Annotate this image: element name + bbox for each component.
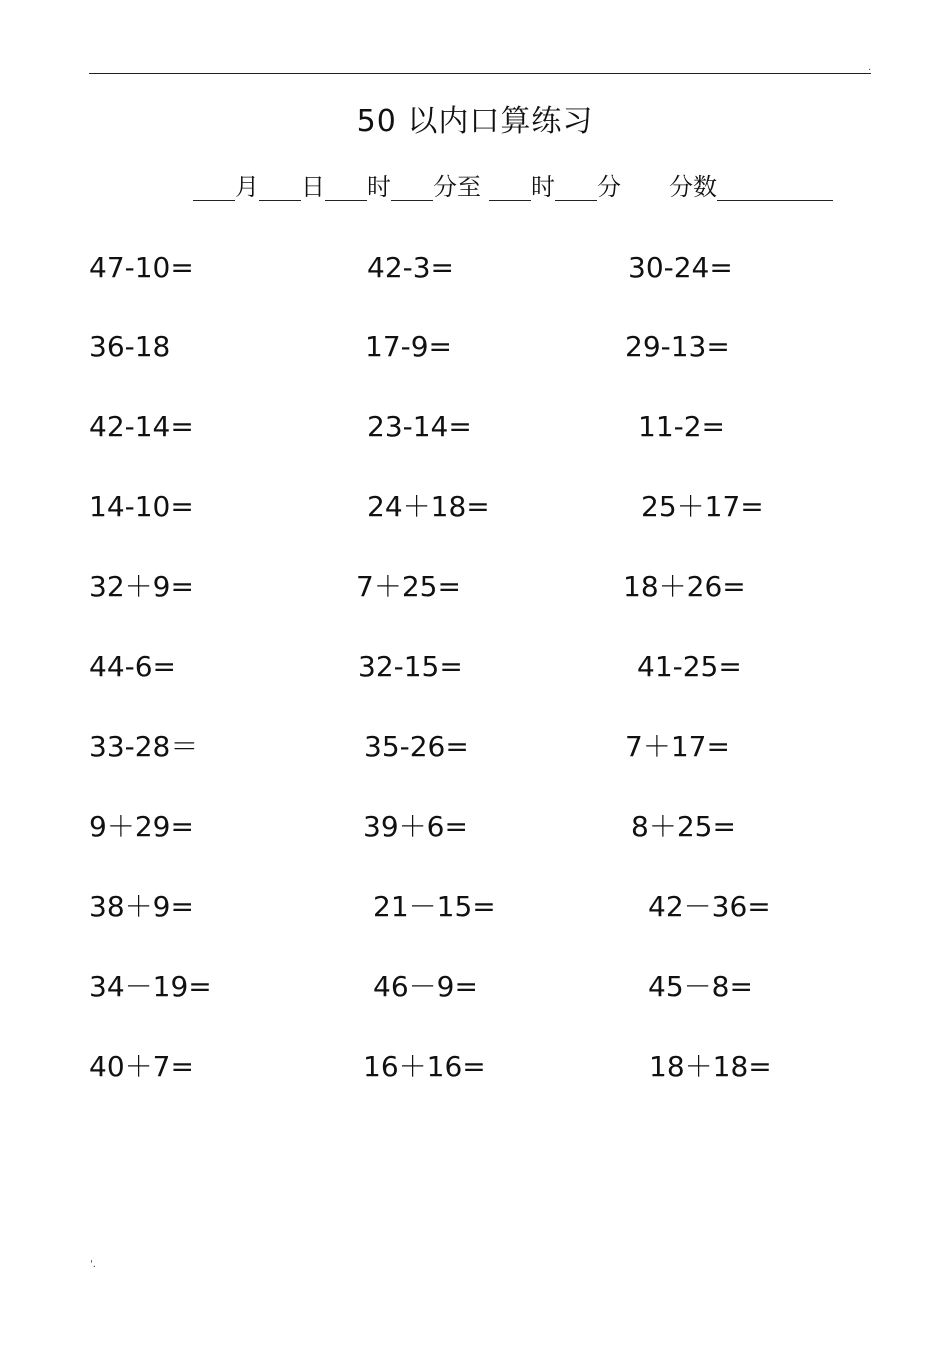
problem-item: 33-28＝ [89, 730, 199, 763]
hour-label: 时 [367, 173, 391, 201]
minute2-label: 分 [597, 173, 621, 201]
problem-item: 18＋26= [623, 570, 746, 603]
problem-item: 40＋7= [89, 1050, 194, 1083]
problem-item: 7＋17= [625, 730, 730, 763]
minute2-blank[interactable] [555, 170, 597, 201]
problem-item: 24＋18= [367, 490, 490, 523]
problem-item: 35-26= [364, 730, 469, 763]
problem-item: 30-24= [628, 251, 733, 284]
problem-item: 14-10= [89, 490, 194, 523]
problem-item: 36-18 [89, 330, 171, 363]
problem-item: 44-6= [89, 650, 177, 683]
day-label: 日 [301, 173, 325, 201]
corner-dot: '. [90, 1259, 96, 1270]
month-blank[interactable] [193, 170, 235, 201]
score-blank[interactable] [717, 170, 833, 201]
top-rule [89, 73, 871, 74]
problem-item: 45－8= [648, 970, 753, 1003]
problem-item: 8＋25= [631, 810, 736, 843]
problem-item: 17-9= [365, 330, 453, 363]
page-title: 50 以内口算练习 [356, 104, 594, 139]
problem-item: 39＋6= [363, 810, 468, 843]
problem-item: 38＋9= [89, 890, 194, 923]
problem-item: 42-14= [89, 410, 194, 443]
hour-blank[interactable] [325, 170, 367, 201]
problem-item: 18＋18= [649, 1050, 772, 1083]
score-label: 分数 [669, 173, 717, 201]
corner-dot: . [868, 62, 872, 73]
problem-item: 32-15= [358, 650, 463, 683]
minute-blank[interactable] [391, 170, 433, 201]
problem-item: 46－9= [373, 970, 478, 1003]
hour2-label: 时 [531, 173, 555, 201]
problem-item: 32＋9= [89, 570, 194, 603]
problem-item: 16＋16= [363, 1050, 486, 1083]
problem-item: 41-25= [637, 650, 742, 683]
minute-to-label: 分至 [433, 173, 481, 201]
problem-item: 47-10= [89, 251, 194, 284]
problem-item: 9＋29= [89, 810, 194, 843]
month-label: 月 [235, 173, 259, 201]
day-blank[interactable] [259, 170, 301, 201]
problem-item: 23-14= [367, 410, 472, 443]
problem-item: 25＋17= [641, 490, 764, 523]
problem-item: 42－36= [648, 890, 771, 923]
problem-item: 11-2= [638, 410, 726, 443]
problem-item: 29-13= [625, 330, 730, 363]
problem-item: 42-3= [367, 251, 455, 284]
problem-item: 34－19= [89, 970, 212, 1003]
time-score-line [193, 170, 833, 204]
hour2-blank[interactable] [489, 170, 531, 201]
problem-item: 21－15= [373, 890, 496, 923]
problem-item: 7＋25= [356, 570, 461, 603]
